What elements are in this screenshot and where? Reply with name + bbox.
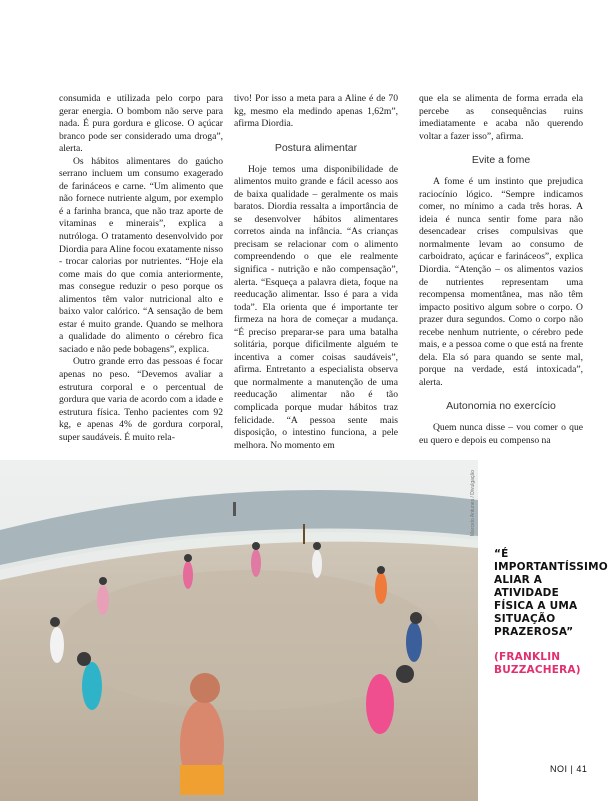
footer-separator: | xyxy=(570,764,574,774)
paragraph: Hoje temos uma disponibilidade de alimentos muito grande e fácil acesso aos de baixa qualidade – geralmente os mais baratos. Diordia ressalta a importância de se desenvolver hábitos alimentares corretos ainda na infância. “As crianças precisam se relacionar com o alimento compreendendo o que ele realmente significa - nutrição e não compensação”, alerta. “Esqueça a palavra dieta, foque na reeducação alimentar. Isso é para a vida toda”. Ela orienta que é importante ter firmeza na hora de começar a mudança. “É preciso preparar-se para uma batalha solitária, porque dificilmente alguém te incentiva a comer coisas saudáveis”, afirma. Entretanto a especialista observa que normalmente a manutenção de uma reeducação alimentar não é tão complicada porque mudar hábitos traz felicidade. “A pessoa sente mais disposição, o intestino funciona, a pele melhora. No momento em xyxy=(234,163,398,451)
section-heading: Evite a fome xyxy=(471,154,531,167)
paragraph: Quem nunca disse – vou comer o que eu quero e depois eu compenso na xyxy=(419,422,583,447)
section-heading: Postura alimentar xyxy=(274,141,358,154)
pull-quote xyxy=(494,548,608,677)
paragraph: que ela se alimenta de forma errada ela percebe as consequências ruins imediatamente e acaba não querendo voltar a fazer isso”, afirma. xyxy=(419,93,583,142)
paragraph: A fome é um instinto que prejudica raciocínio lógico. “Sempre indicamos comer, no mínimo a cada três horas. A ideia é nunca sentir fome para não desencadear crises compulsivas que normalmente levam ao consumo de carboidrato, açúcar e farináceos”, explica Diordia. “Atenção – os alimentos vazios de nutrientes representam uma recompensa momentânea, mas não têm impacto positivo algum sobre o corpo. O prazer dura segundos. Como o corpo não recebe nenhum nutriente, o cérebro pede mais, e a pessoa come o que está na frente dela. Ela só para quando se sente mal, porque na verdade, está intoxicada”, alerta. xyxy=(419,176,583,388)
photo-credit: Marcelo Antunes / Divulgação xyxy=(470,470,476,537)
pull-quote-author: (FRANKLIN BUZZACHERA) xyxy=(494,651,581,676)
page-footer xyxy=(550,764,587,774)
text-column-1 xyxy=(59,93,223,444)
section-heading: Autonomia no exercício xyxy=(446,400,556,413)
beach-exercise-photo xyxy=(0,460,478,801)
paragraph: Os hábitos alimentares do gaúcho serrano incluem um consumo exagerado de farináceos e carne. “Um alimento que não fornece nutriente algum, por exemplo é a farinha branca, que não traz aporte de vitaminas e minerais”, explica a nutróloga. O tratamento desenvolvido por Diordia para Aline focou exatamente nisso - trocar calorias por nutrientes. “Hoje ela come mais do que comia anteriormente, mas consegue reduzir o peso porque os alimentos têm valor nutricional alto e baixo valor calórico. “A sensação de bem estar é muito grande. Quando se melhora a qualidade do alimento o cérebro fica saciado e não pede bobagens”, explica. xyxy=(59,155,223,355)
paragraph: Outro grande erro das pessoas é focar apenas no peso. “Devemos avaliar a estrutura corporal e o percentual de gordura que varia de acordo com a idade e estrutura física. Tenho pacientes com 92 kg, e apenas 4% de gordura corporal, super saudáveis. É muito rela- xyxy=(59,356,223,443)
paragraph: tivo! Por isso a meta para a Aline é de 70 kg, mesmo ela medindo apenas 1,62m”, afirma Diordia. xyxy=(234,93,398,130)
magazine-name: NOI xyxy=(550,764,568,774)
paragraph: consumida e utilizada pelo corpo para gerar energia. O bombom não serve para nada. É pura gordura e glicose. O açúcar branco pode ser considerado uma droga”, alerta. xyxy=(59,93,223,155)
text-column-3 xyxy=(419,93,583,448)
text-column-2 xyxy=(234,93,398,452)
page-number: 41 xyxy=(576,764,588,774)
pull-quote-text: “É IMPORTANTÍSSIMO ALIAR A ATIVIDADE FÍSICA A UMA SITUAÇÃO PRAZEROSA” xyxy=(494,548,608,638)
